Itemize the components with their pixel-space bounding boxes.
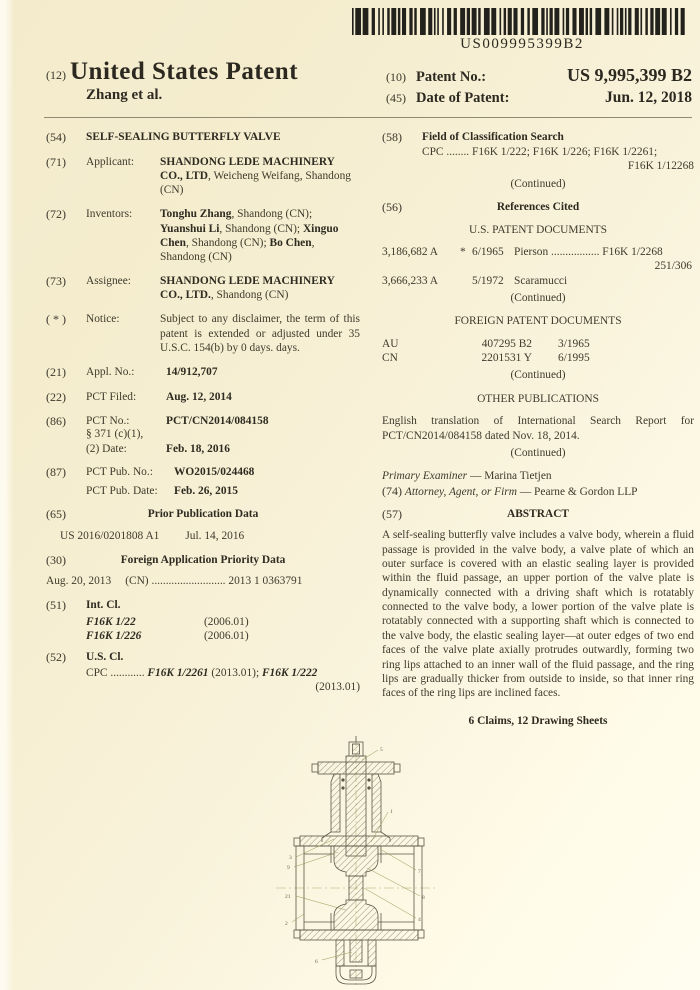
field-search-heading: Field of Classification Search [422,131,564,143]
header-left [46,58,298,108]
applicant-value [160,155,360,198]
patent-no-tag: (10) [386,70,406,84]
ref-number: 3,666,233 A [382,274,439,287]
assignee-entry [46,274,360,303]
attorney-line: (74) Attorney, Agent, or Firm — Pearne & Gordon LLP [382,483,638,498]
figure-label: 9 [287,865,290,871]
int-cl-class: F16K 1/226 [86,630,142,643]
us-ref-row [382,274,694,288]
pct-filed-label: PCT Filed: [86,390,137,403]
notice-text: Subject to any disclaimer, the term of this patent is extended or adjusted under 35 U.S.C. 154(b) by 0 days. days. [160,313,360,355]
field-search-line2: F16K 1/12268 [627,160,694,173]
ref-number: 407295 B2 [481,337,532,350]
abstract-heading [382,507,694,521]
pct-filed-row [46,390,360,405]
applicant-tag: (71) [46,154,66,169]
appl-no-label: Appl. No.: [86,365,135,378]
ref-star: * [460,245,466,258]
kind-code-tag: (12) [46,68,66,82]
us-cl-label: U.S. Cl. [86,650,124,663]
us-cl-entry [46,650,360,665]
patent-no-value: US 9,995,399 B2 [566,65,692,85]
ref-date: 5/1972 [472,274,504,287]
inventor-name: Xinguo Chen [160,222,339,249]
notice-label: Notice: [86,313,120,326]
pct-filed-value: Aug. 12, 2014 [166,390,232,403]
assignee-name: SHANDONG LEDE MACHINERY CO., LTD. [160,275,335,302]
inventor-name: Bo Chen [269,236,312,249]
body-bottom-flange [294,930,424,940]
assignee-tag: (73) [46,274,66,289]
int-cl-tag: (51) [46,597,66,612]
ref-name-class: Pierson ................. F16K 1/2268 [514,245,663,258]
ref-number: 3,186,682 A [382,245,439,258]
prior-pub-data [60,529,360,543]
inventors-entry [46,207,360,264]
pct-pub-date-value: Feb. 26, 2015 [174,484,238,497]
examiner-line: Primary Examiner — Marina Tietjen [382,470,552,483]
right-column [382,130,694,728]
foreign-patents-heading: FOREIGN PATENT DOCUMENTS [454,315,622,328]
date-tag: (45) [386,90,406,105]
pct-pub-date-label: PCT Pub. Date: [86,484,158,497]
continued-note: (Continued) [510,446,566,459]
inventor-name: Yuanshui Li [160,222,220,235]
foreign-ref-row [382,351,694,365]
header [46,58,692,108]
field-search-tag: (58) [382,130,402,144]
prior-pub-number: US 2016/0201808 A1 [60,529,160,542]
invention-title [46,130,360,145]
body-top-flange [294,836,424,846]
us-ref-row-cont: 251/306 [654,260,692,273]
figure-label: 4 [418,917,421,923]
applicant-name: SHANDONG LEDE MACHINERY CO., LTD [160,155,335,182]
int-cl-class: F16K 1/22 [86,615,136,628]
pct-no-label: PCT No.: [86,415,130,428]
page-title: United States Patent [70,58,299,85]
us-cl-line1: CPC ............ F16K 1/2261 (2013.01); F16K 1/222 [86,666,318,679]
ref-name-class: Scaramucci [514,274,568,287]
ref-date: 6/1995 [558,352,590,365]
notice-entry [46,312,360,355]
prior-pub-title: Prior Publication Data [147,508,259,521]
figure-label: 21 [285,894,291,900]
pct-pub-no-row [46,465,360,480]
supporting-shaft [336,940,376,984]
claims-line: 6 Claims, 12 Drawing Sheets [468,714,608,727]
assignee-address: , Shandong (CN) [210,289,289,302]
int-cl-line [86,629,360,643]
int-cl-entries [86,615,360,644]
continued-note: (Continued) [510,291,566,304]
other-pubs-heading: OTHER PUBLICATIONS [477,392,599,405]
int-cl-year: (2006.01) [204,615,249,628]
int-cl-entry [46,598,360,613]
inventors-tag: (72) [46,207,66,222]
valve-cross-section-drawing [272,736,497,990]
date-value: Jun. 12, 2018 [605,88,692,106]
patent-no-label: Patent No.: [416,69,487,85]
assignee-label: Assignee: [86,275,131,288]
barcode-bars-icon [352,8,688,35]
inventors-label: Inventors: [86,208,133,221]
references-title: References Cited [496,201,580,214]
priority-tag: (30) [46,552,66,567]
section-371 [86,427,360,456]
notice-tag: ( * ) [46,312,66,327]
applicant-label: Applicant: [86,155,135,168]
us-patents-heading: U.S. PATENT DOCUMENTS [469,223,607,236]
continued-note: (Continued) [510,177,566,190]
pct-pub-date-row [46,484,360,498]
pct-pub-label: PCT Pub. No.: [86,466,153,479]
field-search-line1: CPC ........ F16K 1/222; F16K 1/226; F16K 1/2261; [422,146,658,159]
abstract-title: ABSTRACT [506,507,570,520]
figure-label: 8 [422,895,425,901]
abstract-text: A self-sealing butterfly valve includes a valve body, wherein a fluid passage is provided in the valve body, a valve plate of which an outer surface is covered with an elastic sealing layer is provided within the fluid passage, an upper portion of the valve plate is dynamically connected with a driving shaft which is rotatably connected to the valve body, a lower portion of the valve plate is rotatably connected with a supporting shaft which is connected to the valve body, the elastic sealing layer—at outer edges of two end faces of the valve plate axially protrudes outwardly, forming two ring lips attached to an inner wall of the fluid passage, and the ring lips are gradually thicker from outside to inside, so that inner ring faces of the ring lips are inclined faces. [382,529,694,700]
header-right [386,58,692,108]
appl-no-value: 14/912,707 [166,365,218,378]
priority-title: Foreign Application Priority Data [120,553,286,566]
priority-country: (CN) .......................... 2013 1 0363791 [125,575,303,588]
stem-top-bolt [349,736,363,756]
inventor-rest: , Shandong (CN); [185,236,270,249]
figure-label: 7 [418,869,421,875]
title-tag: (54) [46,130,66,144]
figure-label: 5 [380,747,383,753]
patent-number-row [386,63,692,88]
s371-date-label: (2) Date: [86,442,127,455]
appl-no-tag: (21) [46,364,66,379]
pct-no-tag: (86) [46,414,66,429]
date-label: Date of Patent: [416,89,510,106]
header-rule [44,117,692,118]
barcode [352,8,692,53]
s371-date-value: Feb. 18, 2016 [166,442,230,455]
foreign-ref-row [382,337,694,351]
title-text: SELF-SEALING BUTTERFLY VALVE [86,131,281,143]
applicant-entry [46,155,360,198]
us-cl-line2: (2013.01) [315,681,360,694]
int-cl-year: (2006.01) [204,630,249,643]
inventors-value [160,207,360,264]
inventor-rest: , Shandong (CN); [231,208,313,221]
int-cl-label: Int. Cl. [86,598,121,611]
inventor-rest: , Shandong (CN); [219,222,303,235]
patent-date-row [386,88,692,109]
figure-label: 2 [285,921,288,927]
pct-no-value: PCT/CN2014/084158 [166,415,269,428]
references-tag: (56) [382,200,402,215]
applicant-address: , Weicheng Weifang, Shandong (CN) [160,169,351,197]
priority-date: Aug. 20, 2013 [46,575,112,588]
appl-no-row [46,365,360,380]
us-cl-tag: (52) [46,649,66,664]
prior-pub-tag: (65) [46,507,66,522]
ref-number: 2201531 Y [481,352,532,365]
prior-pub-date: Jul. 14, 2016 [185,529,245,542]
abstract-tag: (57) [382,506,402,521]
pct-pub-tag: (87) [46,465,66,480]
bibliographic-columns [46,130,694,728]
inventor-rest: , Shandong (CN) [160,236,315,264]
figure-label: 3 [289,855,292,861]
ref-date: 6/1965 [472,245,504,258]
assignee-value [160,274,360,303]
prior-pub-heading [46,507,360,521]
left-column [46,130,360,728]
continued-note: (Continued) [510,369,566,382]
ref-country: AU [382,337,399,350]
references-heading [382,200,694,214]
inventor-line: Zhang et al. [86,87,163,103]
field-search-entry [382,130,694,145]
inventor-name: Tonghu Zhang [160,208,232,221]
int-cl-line [86,615,360,629]
priority-data [46,574,360,588]
figure-label: 6 [315,959,318,965]
barcode-text: US009995399B2 [460,36,584,52]
figure-label: 1 [390,809,393,815]
pct-pub-value: WO2015/024468 [174,466,255,479]
pct-filed-tag: (22) [46,389,66,404]
s371-line1: § 371 (c)(1), [86,428,144,441]
priority-heading [46,553,360,567]
us-ref-row [382,245,694,259]
patent-figure [272,736,497,990]
ref-country: CN [382,352,398,365]
ref-date: 3/1965 [558,337,590,350]
ref-star [460,274,472,288]
other-pubs-text: English translation of International Search Report for PCT/CN2014/084158 dated Nov. 18, 2014. [382,415,694,442]
